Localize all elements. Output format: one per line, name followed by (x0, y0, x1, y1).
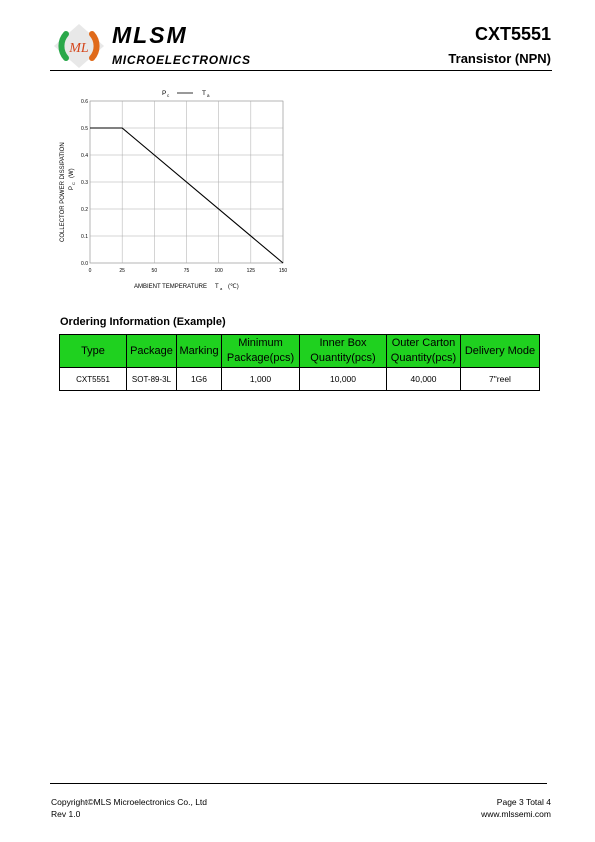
legend-left-sub: c (167, 93, 170, 98)
ordering-cell: 7"reel (461, 368, 540, 391)
brand-name: MLSM (112, 22, 188, 48)
ordering-cell: 40,000 (387, 368, 461, 391)
y-axis-symbol: P (69, 185, 75, 190)
ordering-table (59, 334, 540, 391)
page-number: Page 3 Total 4 (496, 797, 551, 807)
footer-left (51, 796, 207, 820)
x-tick-label: 100 (214, 268, 223, 274)
footer-right (481, 796, 551, 820)
x-tick-label: 50 (151, 268, 158, 274)
ordering-header-cell: Minimum Package(pcs) (222, 335, 300, 368)
x-tick-label: 0 (88, 268, 92, 274)
y-tick-label: 0.3 (81, 180, 88, 186)
website-link[interactable]: www.mlssemi.com (481, 809, 551, 819)
table-row (60, 368, 540, 391)
x-axis-unit: (℃) (228, 284, 239, 290)
footer-divider (50, 783, 547, 784)
x-axis-symbol-sub: a (220, 286, 223, 291)
power-derating-chart (56, 86, 296, 294)
part-type: Transistor (NPN) (448, 51, 551, 66)
legend-right: T (202, 90, 206, 97)
y-tick-label: 0.2 (81, 207, 88, 213)
x-axis-label: AMBIENT TEMPERATURE (134, 284, 208, 290)
y-tick-label: 0.5 (81, 126, 88, 132)
y-tick-label: 0.1 (81, 234, 88, 240)
legend-right-sub: a (207, 93, 210, 98)
x-tick-label: 150 (278, 268, 288, 274)
ordering-cell: CXT5551 (60, 368, 127, 391)
brand-subtitle: MICROELECTRONICS (112, 53, 251, 67)
y-axis-label-group (60, 142, 66, 242)
ordering-cell: 1G6 (177, 368, 222, 391)
copyright-text: Copyright©MLS Microelectronics Co., Ltd (51, 797, 208, 807)
y-axis-unit-group (69, 168, 75, 178)
y-axis-unit: (W) (69, 168, 75, 178)
x-tick-label: 25 (119, 268, 125, 274)
ordering-header-row (60, 335, 540, 368)
y-axis-symbol-sub: C (71, 182, 76, 185)
y-tick-label: 0.0 (81, 261, 88, 267)
header-divider (50, 70, 552, 71)
ordering-cell: 1,000 (222, 368, 300, 391)
ordering-cell: SOT-89-3L (127, 368, 177, 391)
y-tick-label: 0.4 (81, 153, 88, 159)
part-number: CXT5551 (474, 24, 551, 44)
ordering-header-cell: Package (127, 335, 177, 368)
ordering-header-cell: Outer Carton Quantity(pcs) (387, 335, 461, 368)
chart-ticks (81, 99, 287, 274)
y-axis-label: COLLECTOR POWER DISSIPATION (60, 142, 66, 242)
y-tick-label: 0.6 (81, 99, 88, 105)
ordering-header-cell: Inner Box Quantity(pcs) (300, 335, 387, 368)
company-logo-icon (52, 22, 106, 70)
y-axis-symbol-group (69, 182, 76, 190)
ordering-header-cell: Type (60, 335, 127, 368)
ordering-info-title: Ordering Information (Example) (60, 316, 226, 328)
revision-text: Rev 1.0 (51, 809, 81, 819)
logo-text: ML (69, 41, 89, 56)
x-tick-label: 75 (183, 268, 190, 274)
ordering-header-cell: Marking (177, 335, 222, 368)
chart-legend (162, 90, 210, 98)
ordering-cell: 10,000 (300, 368, 387, 391)
x-axis-symbol: T (215, 284, 219, 290)
legend-left: P (162, 90, 167, 97)
x-tick-label: 125 (246, 268, 256, 274)
ordering-header-cell: Delivery Mode (461, 335, 540, 368)
